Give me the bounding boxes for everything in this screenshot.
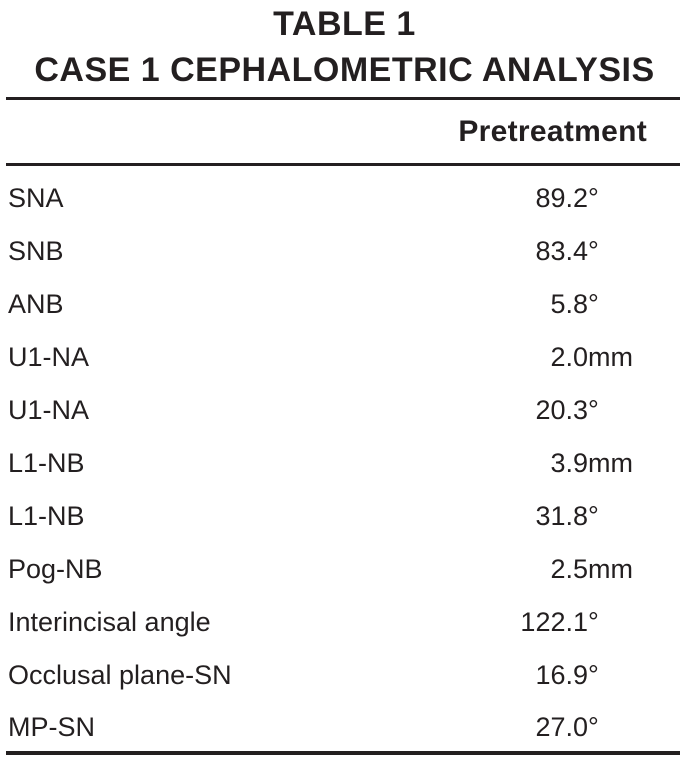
row-value: 122.1° bbox=[520, 607, 599, 637]
table-row bbox=[0, 331, 689, 384]
row-label: SNA bbox=[8, 183, 64, 213]
row-value: 5.8° bbox=[550, 289, 599, 319]
row-label: U1-NA bbox=[8, 342, 90, 372]
row-value: 16.9° bbox=[535, 660, 599, 690]
table-row bbox=[0, 384, 689, 437]
table-row bbox=[0, 437, 689, 490]
bottom-rule bbox=[6, 751, 680, 755]
row-value: 27.0° bbox=[535, 712, 599, 742]
table-row bbox=[0, 543, 689, 596]
column-header-pretreatment: Pretreatment bbox=[458, 115, 647, 148]
header-rule bbox=[6, 163, 680, 166]
table-subtitle: CASE 1 CEPHALOMETRIC ANALYSIS bbox=[34, 51, 655, 89]
row-value: 2.5mm bbox=[550, 554, 633, 584]
row-value: 89.2° bbox=[535, 183, 599, 213]
row-value: 2.0mm bbox=[550, 342, 633, 372]
table-row bbox=[0, 172, 689, 225]
row-label: MP-SN bbox=[8, 712, 95, 742]
table-row bbox=[0, 490, 689, 543]
row-label: SNB bbox=[8, 236, 64, 266]
row-value: 3.9mm bbox=[550, 448, 633, 478]
top-rule bbox=[6, 97, 680, 100]
table-row bbox=[0, 278, 689, 331]
table-row bbox=[0, 596, 689, 649]
row-label: U1-NA bbox=[8, 395, 90, 425]
table-row bbox=[0, 701, 689, 754]
row-label: ANB bbox=[8, 289, 64, 319]
row-value: 83.4° bbox=[535, 236, 599, 266]
row-value: 31.8° bbox=[535, 501, 599, 531]
row-label: L1-NB bbox=[8, 448, 85, 478]
row-label: Pog-NB bbox=[8, 554, 103, 584]
row-label: L1-NB bbox=[8, 501, 85, 531]
table-title: TABLE 1 bbox=[273, 5, 416, 43]
table-row bbox=[0, 225, 689, 278]
row-label: Interincisal angle bbox=[8, 607, 211, 637]
row-label: Occlusal plane-SN bbox=[8, 660, 232, 690]
row-value: 20.3° bbox=[535, 395, 599, 425]
table-row bbox=[0, 649, 689, 702]
